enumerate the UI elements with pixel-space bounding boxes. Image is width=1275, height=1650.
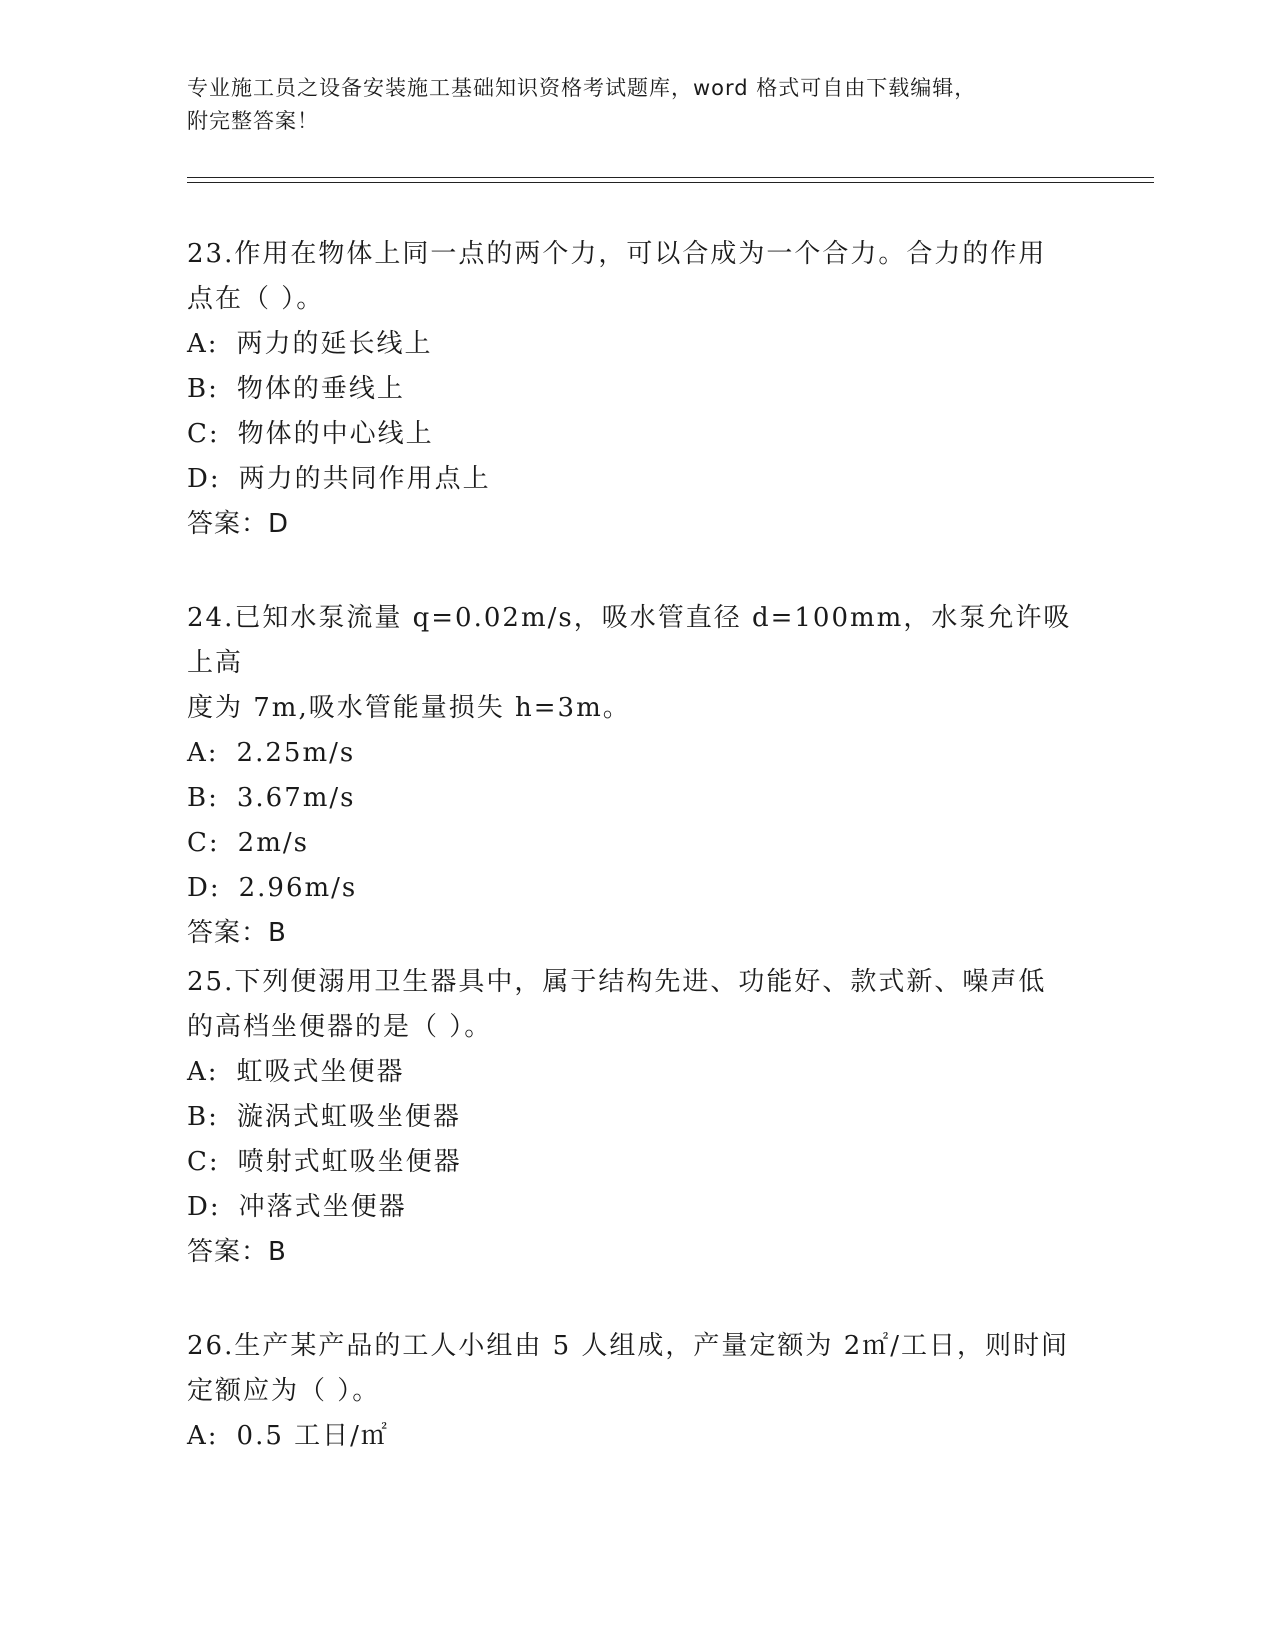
option-text: 物体的垂线上: [236, 374, 405, 404]
question-text-line-2: 定额应为（ ）。: [187, 1376, 381, 1406]
answer-label: 答案：: [187, 918, 269, 948]
question-text-line-2: 的高档坐便器的是（ ）。: [187, 1012, 493, 1042]
option-a: [187, 731, 1087, 776]
answer-label: 答案：: [187, 1237, 269, 1267]
option-text: 2.96m/s: [238, 873, 358, 903]
question-24: [187, 596, 1087, 956]
question-number: 26.: [187, 1331, 235, 1361]
question-text-line-1: 生产某产品的工人小组由 5 人组成，产量定额为 2㎡/工日，则时间: [234, 1331, 1069, 1361]
answer-line: [187, 1230, 1087, 1275]
option-d: [187, 1185, 1087, 1230]
option-text: 两力的共同作用点上: [238, 464, 491, 494]
option-text: 虹吸式坐便器: [236, 1057, 405, 1087]
header-line-2: 附完整答案！: [187, 109, 319, 133]
answer-label: 答案：: [187, 509, 269, 539]
option-letter: D:: [187, 873, 221, 903]
option-letter: D:: [187, 464, 221, 494]
question-text-line-1: 作用在物体上同一点的两个力，可以合成为一个合力。合力的作用: [234, 239, 1047, 269]
question-23: [187, 232, 1087, 547]
option-c: [187, 821, 1087, 866]
question-text: [187, 232, 1087, 277]
document-header: [187, 72, 1067, 138]
option-text: 3.67m/s: [236, 783, 356, 813]
option-text: 2.25m/s: [236, 738, 356, 768]
option-letter: C:: [187, 1147, 220, 1177]
option-text: 两力的延长线上: [236, 329, 433, 359]
header-divider-top: [187, 177, 1154, 178]
question-text-line-1: 已知水泵流量 q=0.02m/s，吸水管直径 d=100mm，水泵允许吸上高: [187, 603, 1072, 678]
option-a: [187, 1050, 1087, 1095]
option-letter: A:: [187, 738, 219, 768]
option-text: 物体的中心线上: [237, 419, 434, 449]
option-letter: D:: [187, 1192, 221, 1222]
answer-value: D: [268, 509, 290, 539]
option-c: [187, 1140, 1087, 1185]
question-text: [187, 1324, 1087, 1369]
question-text-line-1: 下列便溺用卫生器具中，属于结构先进、功能好、款式新、噪声低: [234, 967, 1047, 997]
option-text: 冲落式坐便器: [238, 1192, 407, 1222]
question-text: [187, 960, 1087, 1005]
option-text: 漩涡式虹吸坐便器: [236, 1102, 461, 1132]
option-c: [187, 412, 1087, 457]
option-letter: A:: [187, 1057, 219, 1087]
option-letter: C:: [187, 828, 220, 858]
answer-line: [187, 502, 1087, 547]
question-25: [187, 960, 1087, 1275]
option-b: [187, 367, 1087, 412]
option-text: 2m/s: [237, 828, 309, 858]
answer-value: B: [268, 918, 287, 948]
option-letter: B:: [187, 374, 219, 404]
option-letter: C:: [187, 419, 220, 449]
question-number: 25.: [187, 967, 235, 997]
option-letter: A:: [187, 329, 219, 359]
question-text-line-2: 点在（ ）。: [187, 284, 325, 314]
option-b: [187, 776, 1087, 821]
question-text-line-2: 度为 7m,吸水管能量损失 h=3m。: [187, 693, 631, 723]
option-d: [187, 866, 1087, 911]
question-number: 23.: [187, 239, 235, 269]
option-letter: B:: [187, 783, 219, 813]
option-text: 喷射式虹吸坐便器: [237, 1147, 462, 1177]
option-letter: B:: [187, 1102, 219, 1132]
option-a: [187, 1414, 1087, 1459]
option-text: 0.5 工日/㎡: [236, 1421, 389, 1451]
option-b: [187, 1095, 1087, 1140]
answer-line: [187, 911, 1087, 956]
answer-value: B: [268, 1237, 287, 1267]
option-a: [187, 322, 1087, 367]
question-number: 24.: [187, 603, 235, 633]
header-divider-bottom: [187, 182, 1154, 183]
question-text: [187, 596, 1087, 686]
question-26: [187, 1324, 1087, 1459]
option-letter: A:: [187, 1421, 219, 1451]
header-line-1: 专业施工员之设备安装施工基础知识资格考试题库，word 格式可自由下载编辑，: [187, 76, 977, 100]
option-d: [187, 457, 1087, 502]
